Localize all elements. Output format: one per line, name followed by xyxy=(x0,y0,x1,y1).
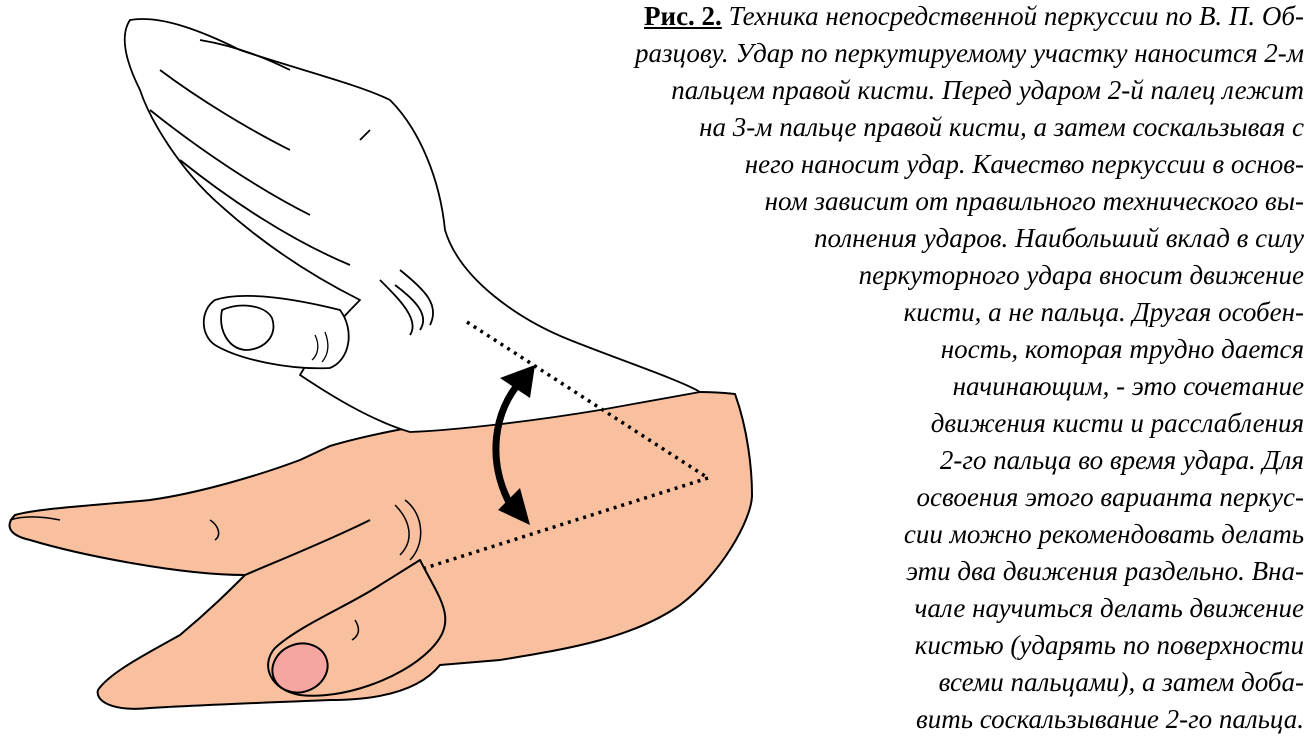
upper-hand xyxy=(125,19,700,432)
figure-label: Рис. 2. xyxy=(644,1,722,31)
caption-line-3: пальцем правой кисти. Перед ударом 2-й палец лежит xyxy=(671,75,1304,105)
caption-line-11: начинающим, - это сочетание xyxy=(952,371,1304,401)
caption-line-17: чале научиться делать движение xyxy=(914,593,1304,623)
caption-line-2: разцову. Удар по перкутируемому участку наносится 2-м xyxy=(634,38,1304,68)
caption-line-1 xyxy=(644,0,1304,32)
caption-line-12: движения кисти и расслабления xyxy=(930,408,1304,438)
caption-line-5: него наносит удар. Качество перкуссии в основ- xyxy=(744,149,1304,179)
lower-hand xyxy=(10,392,752,709)
caption-line-14: освоения этого варианта перкус- xyxy=(916,482,1304,512)
caption-line-20: вить соскальзывание 2-го пальца. xyxy=(916,704,1304,734)
upper-hand-body xyxy=(125,19,700,432)
caption-text: Техника непосредственной перкуссии по В. П. Об- xyxy=(728,1,1304,31)
caption-line-16: эти два движения раздельно. Вна- xyxy=(906,556,1304,586)
caption-line-6: ном зависит от правильного технического вы- xyxy=(764,186,1304,216)
caption-line-10: ность, которая трудно дается xyxy=(940,334,1304,364)
caption-line-19: всеми пальцами), а затем доба- xyxy=(938,667,1304,697)
caption-line-18: кистью (ударять по поверхности xyxy=(914,630,1304,660)
caption-line-9: кисти, а не пальца. Другая особен- xyxy=(903,297,1304,327)
caption-line-7: полнения ударов. Наибольший вклад в силу xyxy=(814,223,1304,253)
caption-line-8: перкуторного удара вносит движение xyxy=(858,260,1304,290)
caption-line-4: на 3-м пальце правой кисти, а затем соскальзывая с xyxy=(699,112,1304,142)
caption-line-15: сии можно рекомендовать делать xyxy=(903,519,1304,549)
caption-line-13: 2-го пальца во время удара. Для xyxy=(939,445,1304,475)
